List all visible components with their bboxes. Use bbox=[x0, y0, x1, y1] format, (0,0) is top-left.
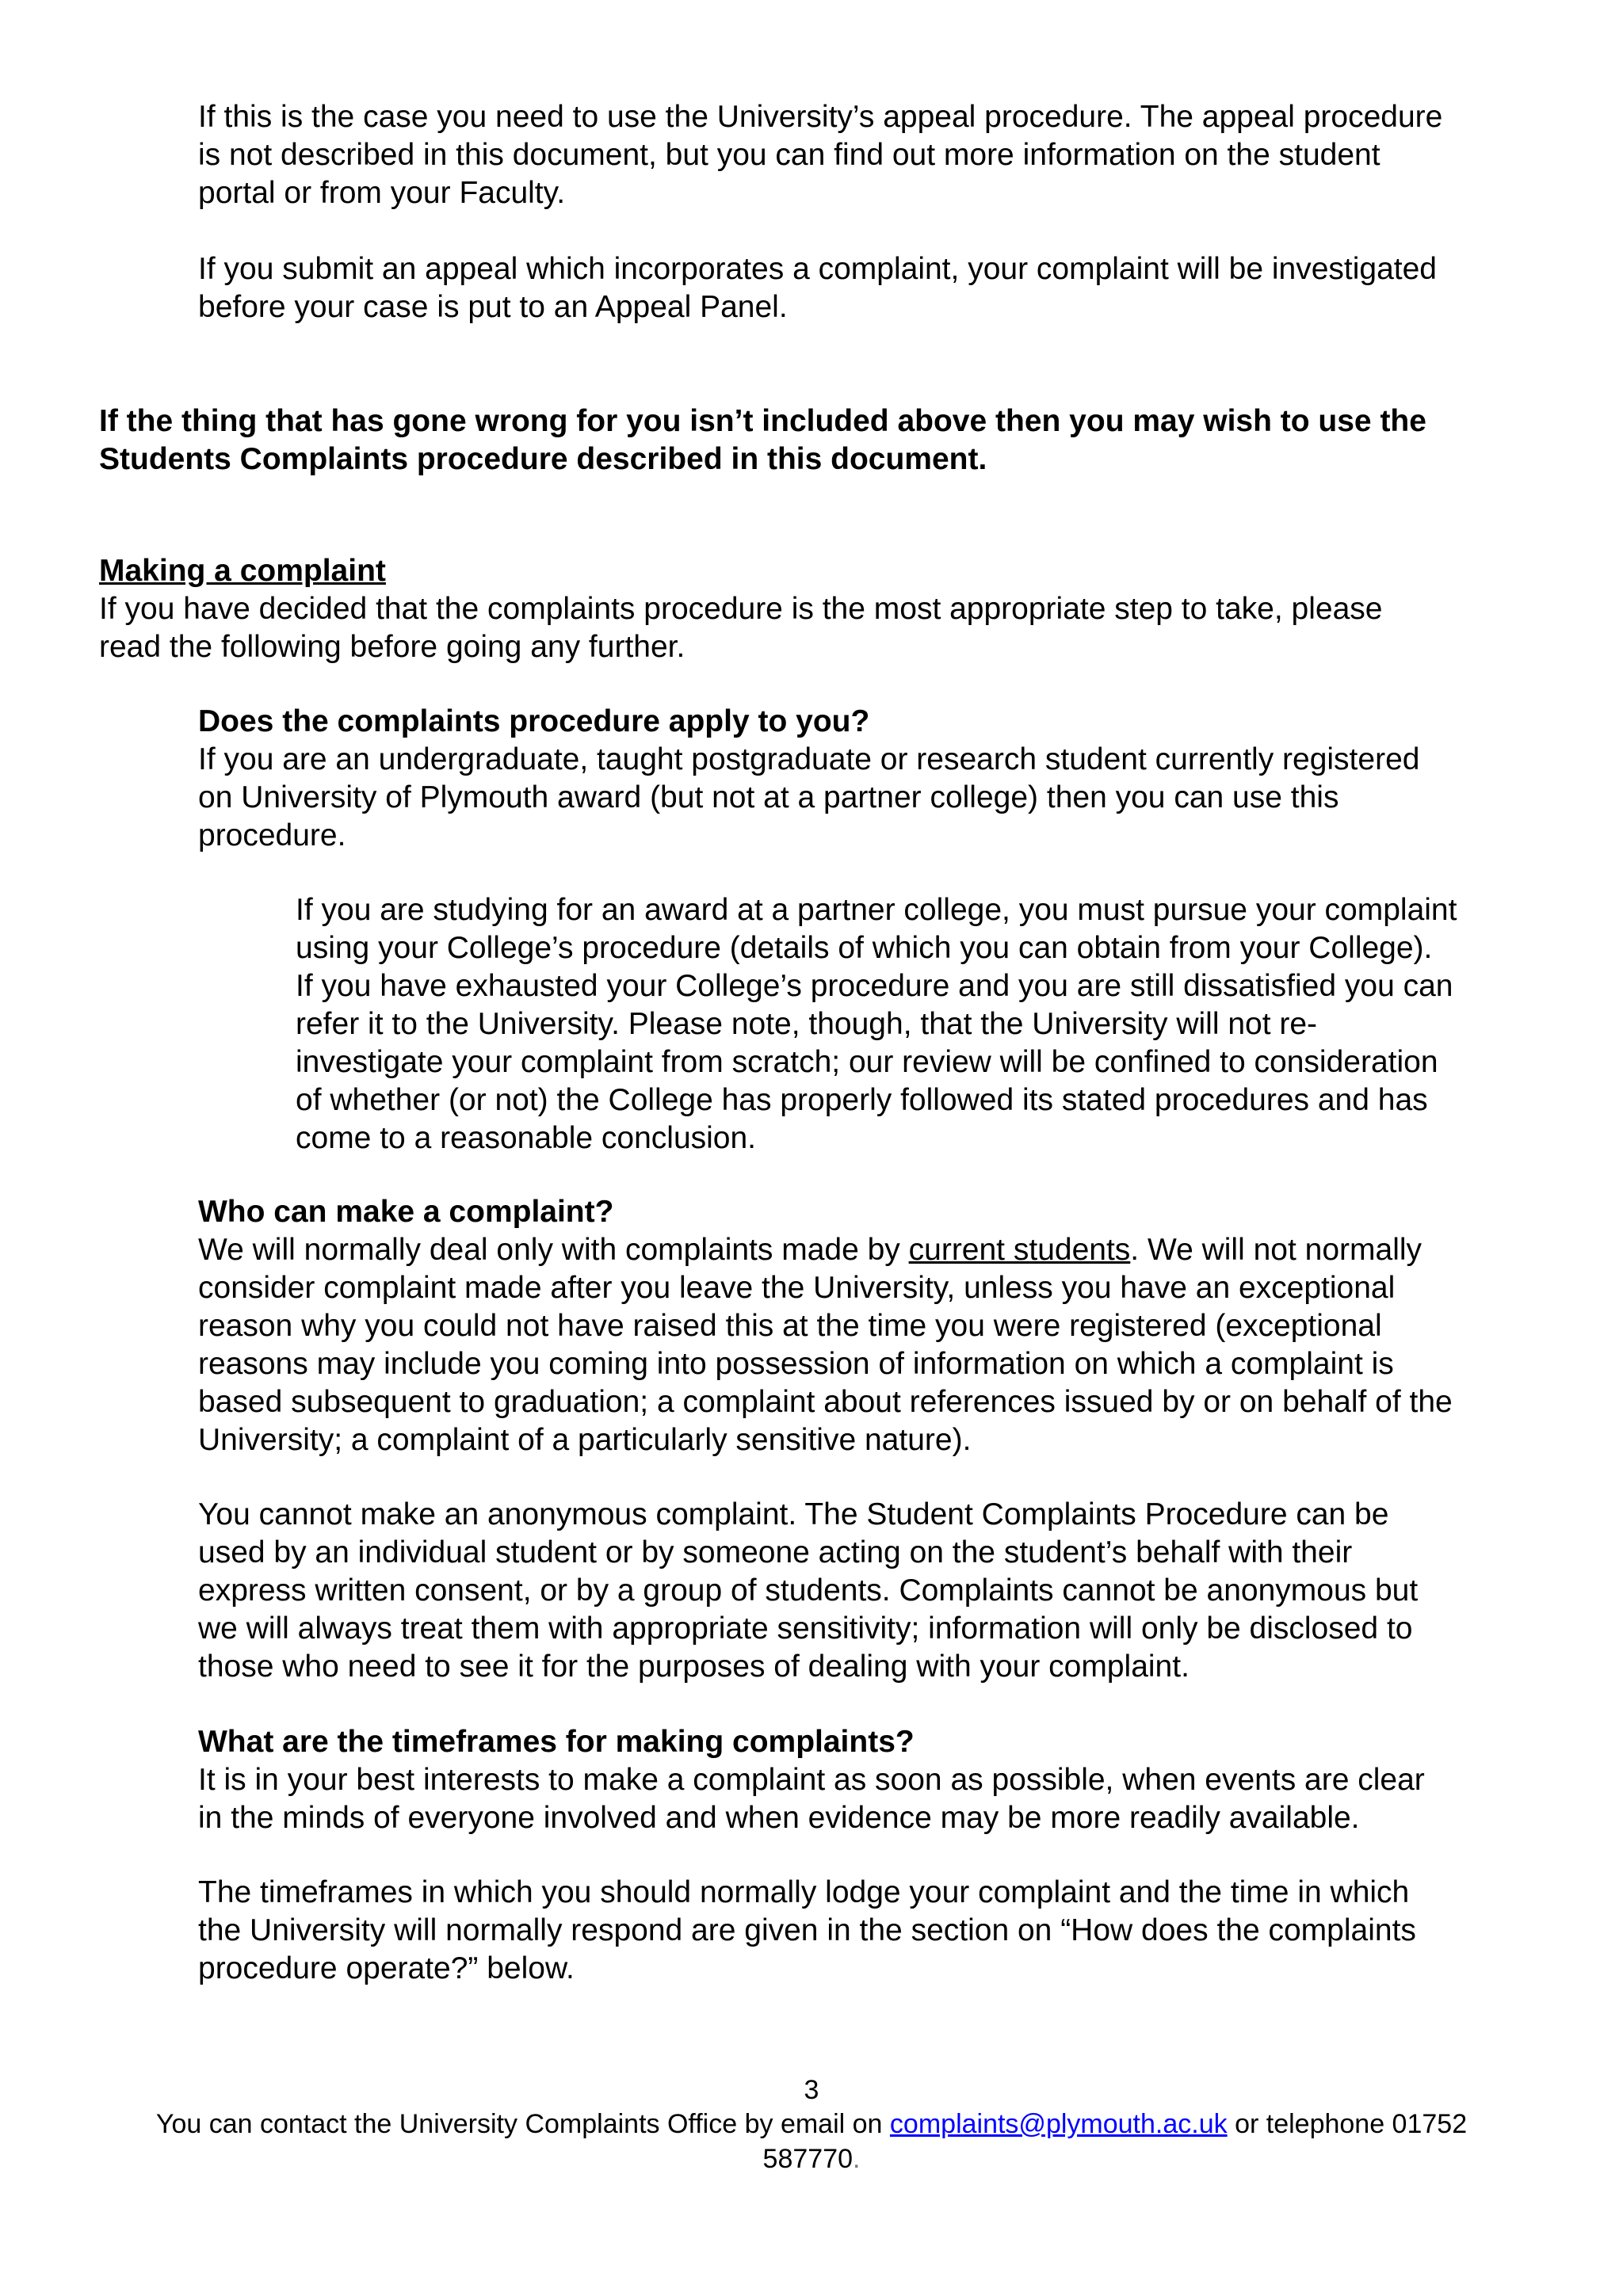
text-line: If you submit an appeal which incorporates a complaint, your complaint will be investigated bbox=[198, 252, 1437, 286]
text-line: express written consent, or by a group of students. Complaints cannot be anonymous but bbox=[198, 1573, 1419, 1608]
text-line: investigate your complaint from scratch; our review will be confined to consideration bbox=[296, 1045, 1438, 1079]
subsection-heading: Who can make a complaint? bbox=[198, 1195, 614, 1229]
apply-section bbox=[198, 703, 1419, 855]
current-students-term: current students bbox=[908, 1233, 1131, 1267]
text-fragment: . We will not normally bbox=[1130, 1233, 1423, 1267]
timeframes-section bbox=[198, 1723, 1425, 1837]
text-fragment: We will normally deal only with complaints made by bbox=[198, 1233, 909, 1267]
text-line: consider complaint made after you leave the University, unless you have an exceptional bbox=[198, 1271, 1396, 1305]
section-heading: Making a complaint bbox=[99, 554, 386, 588]
text-line: come to a reasonable conclusion. bbox=[296, 1121, 757, 1155]
text-line: before your case is put to an Appeal Panel. bbox=[198, 290, 788, 324]
text-line: using your College’s procedure (details of which you can obtain from your College). bbox=[296, 931, 1433, 965]
footer-text: You can contact the University Complaints Office by email on bbox=[155, 2109, 890, 2139]
text-line: Students Complaints procedure described in this document. bbox=[99, 442, 987, 476]
text-line: on University of Plymouth award (but not at a partner college) then you can use this bbox=[198, 780, 1339, 814]
appeal-panel-paragraph bbox=[198, 250, 1437, 326]
anonymous-paragraph bbox=[198, 1496, 1418, 1686]
text-line: If you have decided that the complaints procedure is the most appropriate step to take, please bbox=[99, 592, 1383, 626]
page-number: 3 bbox=[804, 2075, 819, 2105]
text-line: based subsequent to graduation; a complaint about references issued by or on behalf of the bbox=[198, 1385, 1453, 1419]
footer-contact bbox=[0, 2107, 1623, 2142]
text-line: refer it to the University. Please note, though, that the University will not re- bbox=[296, 1007, 1318, 1041]
timeframes-response-paragraph bbox=[198, 1874, 1416, 1988]
text-line: procedure operate?” below. bbox=[198, 1951, 575, 1985]
phone-number: 587770 bbox=[762, 2144, 853, 2174]
who-section bbox=[198, 1193, 1453, 1459]
subsection-heading: What are the timeframes for making complaints? bbox=[198, 1725, 915, 1759]
text-line: portal or from your Faculty. bbox=[198, 176, 566, 210]
footer-text: or telephone 01752 bbox=[1227, 2109, 1468, 2139]
partner-college-paragraph bbox=[296, 891, 1457, 1158]
text-line: reasons may include you coming into possession of information on which a complaint is bbox=[198, 1347, 1394, 1381]
complaints-email-link[interactable]: complaints@plymouth.ac.uk bbox=[889, 2109, 1228, 2139]
text-line: University; a complaint of a particularly sensitive nature). bbox=[198, 1423, 972, 1457]
text-line bbox=[198, 1231, 1453, 1269]
text-line: If you are studying for an award at a partner college, you must pursue your complaint bbox=[296, 893, 1457, 927]
text-line: If you are an undergraduate, taught postgraduate or research student currently registered bbox=[198, 742, 1420, 776]
subsection-heading: Does the complaints procedure apply to you? bbox=[198, 704, 870, 738]
making-complaint-section bbox=[99, 552, 1382, 666]
text-line: If you have exhausted your College’s procedure and you are still dissatisfied you can bbox=[296, 969, 1453, 1003]
text-line: The timeframes in which you should normally lodge your complaint and the time in which bbox=[198, 1875, 1410, 1909]
text-line: we will always treat them with appropriate sensitivity; information will only be disclosed to bbox=[198, 1611, 1413, 1646]
text-line: used by an individual student or by someone acting on the student’s behalf with their bbox=[198, 1535, 1353, 1569]
text-line: is not described in this document, but you can find out more information on the student bbox=[198, 138, 1381, 172]
text-line: If the thing that has gone wrong for you isn’t included above then you may wish to use the bbox=[99, 404, 1426, 438]
text-line: read the following before going any further. bbox=[99, 630, 685, 664]
text-line: of whether (or not) the College has properly followed its stated procedures and has bbox=[296, 1083, 1428, 1117]
text-line: those who need to see it for the purposes of dealing with your complaint. bbox=[198, 1650, 1190, 1684]
text-line: You cannot make an anonymous complaint. The Student Complaints Procedure can be bbox=[198, 1497, 1389, 1531]
text-line: procedure. bbox=[198, 818, 346, 852]
footer-period: . bbox=[853, 2144, 861, 2174]
text-line: in the minds of everyone involved and when evidence may be more readily available. bbox=[198, 1801, 1360, 1835]
text-line: reason why you could not have raised this at the time you were registered (exceptional bbox=[198, 1309, 1382, 1343]
text-line: It is in your best interests to make a complaint as soon as possible, when events are clear bbox=[198, 1763, 1425, 1797]
appeal-paragraph bbox=[198, 98, 1442, 212]
footer-phone bbox=[0, 2142, 1623, 2176]
text-line: If this is the case you need to use the University’s appeal procedure. The appeal procedure bbox=[198, 100, 1443, 134]
notice-paragraph bbox=[99, 402, 1426, 479]
text-line: the University will normally respond are given in the section on “How does the complaints bbox=[198, 1913, 1416, 1947]
